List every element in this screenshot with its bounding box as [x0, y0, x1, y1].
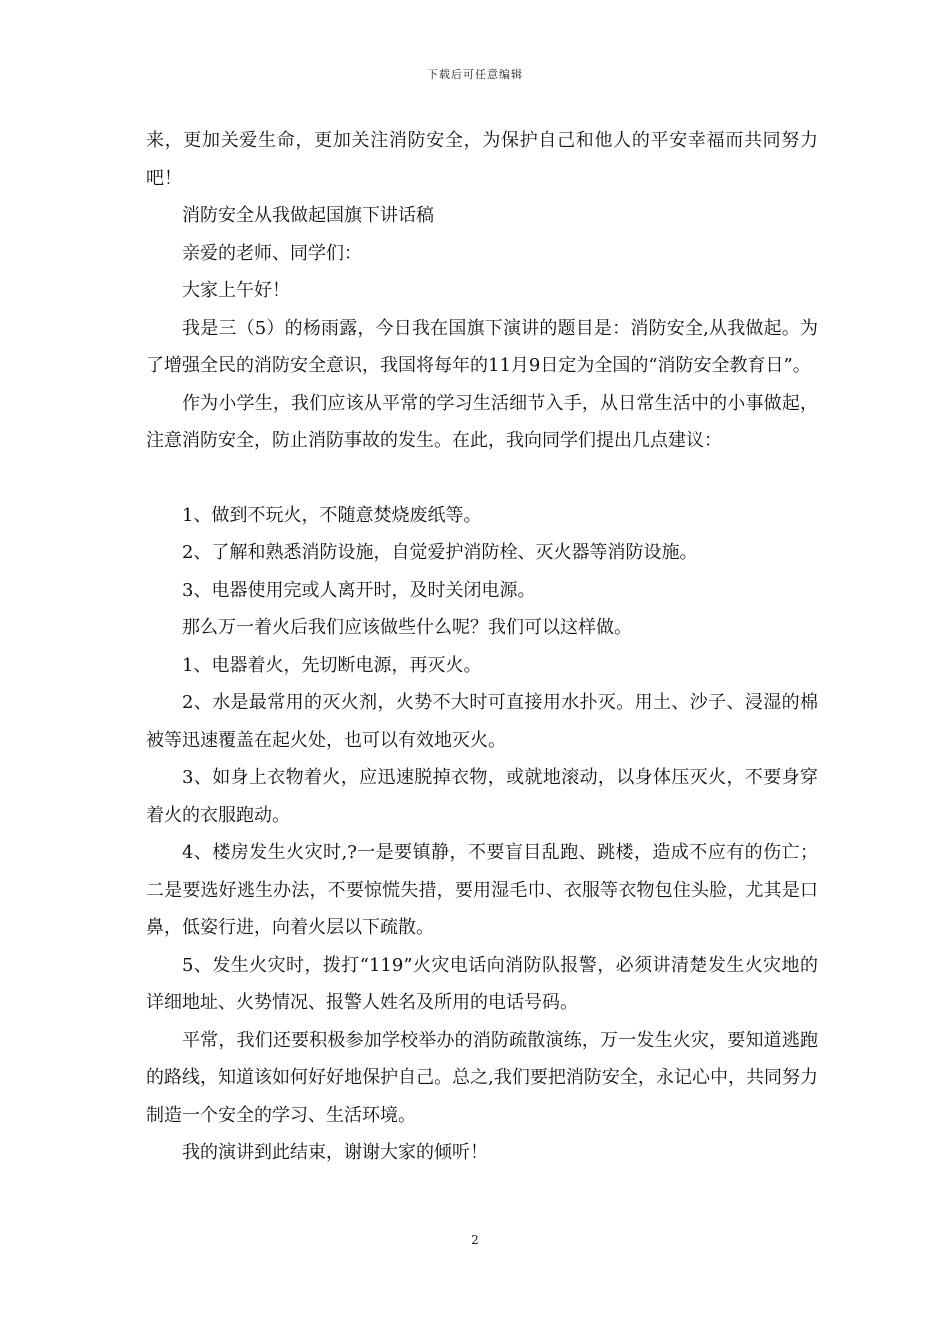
paragraph-question: 那么万一着火后我们应该做些什么呢？我们可以这样做。 — [182, 617, 632, 638]
suggestion-item: 1、做到不玩火，不随意焚烧废纸等。 — [182, 504, 482, 526]
blank-line — [146, 460, 818, 497]
document-body — [146, 122, 818, 1172]
speech-title: 消防安全从我做起国旗下讲话稿 — [182, 205, 434, 226]
paragraph-conclusion: 平常，我们还要积极参加学校举办的消防疏散演练，万一发生火灾，要知道逃跑的路线，知道该如何好好地保护自己。总之,我们要把消防安全，永记心中，共同努力制造一个安全的学习、生活环境。 — [146, 1029, 818, 1126]
action-item: 1、电器着火，先切断电源，再灭火。 — [182, 654, 482, 676]
action-item: 4、楼房发生火灾时,?一是要镇静，不要盲目乱跑、跳楼，造成不应有的伤亡；二是要选好逃生办法，不要惊慌失措，要用湿毛巾、衣服等衣物包住头脸，尤其是口鼻，低姿行进，向着火层以下疏散。 — [146, 842, 818, 938]
salutation: 亲爱的老师、同学们： — [182, 242, 362, 264]
paragraph-intro: 我是三（5）的杨雨露，今日我在国旗下演讲的题目是：消防安全,从我做起。为了增强全民的消防安全意识，我国将每年的11月9日定为全国的“消防安全教育日”。 — [146, 317, 818, 376]
suggestion-item: 3、电器使用完或人离开时，及时关闭电源。 — [182, 579, 536, 601]
page-number: 2 — [471, 1233, 479, 1247]
suggestion-item: 2、了解和熟悉消防设施，自觉爱护消防栓、灭火器等消防设施。 — [182, 542, 698, 563]
action-item: 2、水是最常用的灭火剂，火势不大时可直接用水扑灭。用土、沙子、浸湿的棉被等迅速覆盖在起火处，也可以有效地灭火。 — [146, 692, 818, 751]
greeting: 大家上午好！ — [182, 280, 290, 301]
closing-line: 我的演讲到此结束，谢谢大家的倾听！ — [182, 1142, 488, 1163]
paragraph-continuation: 来，更加关爱生命，更加关注消防安全，为保护自己和他人的平安幸福而共同努力吧！ — [146, 130, 818, 189]
page-header: 下载后可任意编辑 — [427, 68, 523, 81]
action-item: 3、如身上衣物着火，应迅速脱掉衣物，或就地滚动，以身体压灭火，不要身穿着火的衣服跑动。 — [146, 767, 818, 826]
paragraph-suggestions-intro: 作为小学生，我们应该从平常的学习生活细节入手，从日常生活中的小事做起，注意消防安全，防止消防事故的发生。在此，我向同学们提出几点建议： — [146, 392, 818, 451]
action-item: 5、发生火灾时，拨打“119”火灾电话向消防队报警，必须讲清楚发生火灾地的详细地址、火势情况、报警人姓名及所用的电话号码。 — [146, 954, 818, 1013]
